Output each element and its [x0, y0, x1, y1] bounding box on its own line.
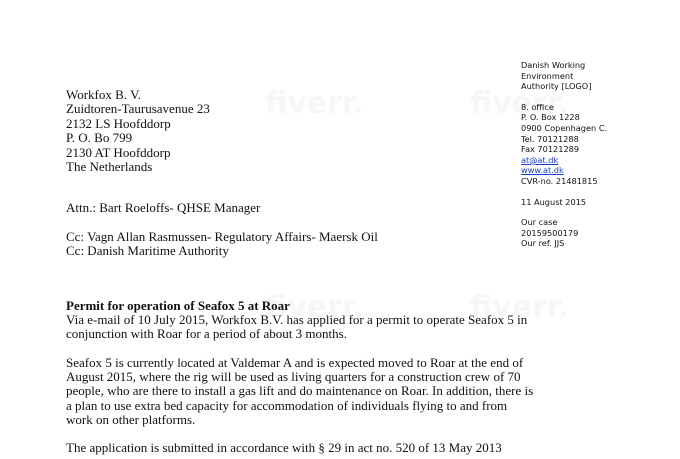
paragraph-line: conjunction with Roar for a period of about 3 months.: [66, 326, 347, 342]
paragraph-line: work on other platforms.: [66, 411, 196, 427]
sender-org-logo-line: Authority [LOGO]: [521, 81, 592, 92]
sender-block: [521, 60, 671, 249]
cc-line: Cc: Vagn Allan Rasmussen- Regulatory Affairs- Maersk Oil: [66, 229, 378, 244]
paragraph-line: The application is submitted in accordance with § 29 in act no. 520 of 13 May 2013: [66, 440, 502, 455]
recipient-line: Zuidtoren-Taurusavenue 23: [66, 101, 210, 117]
letter-date: 11 August 2015: [521, 196, 587, 207]
sender-org-line: Danish Working: [521, 60, 586, 70]
paragraph-line: people, who are there to install a gas lift and do maintenance on Roar. In addition, there is: [66, 383, 534, 399]
body-paragraph: [66, 312, 528, 342]
cc-line: Cc: Danish Maritime Authority: [66, 243, 229, 258]
recipient-address: [66, 88, 210, 174]
our-case-label: Our case: [521, 217, 558, 228]
paragraph-line: August 2015, where the rig will be used as living quarters for a construction crew of 70: [66, 369, 521, 385]
paragraph-line: Seafox 5 is currently located at Valdemar A and is expected moved to Roar at the end of: [66, 355, 524, 370]
watermark: [265, 86, 364, 121]
letter-subject: Permit for operation of Seafox 5 at Roar: [66, 298, 290, 313]
sender-cvr: CVR-no. 21481815: [521, 175, 598, 186]
our-reference: Our ref. JJS: [521, 238, 565, 249]
recipient-line: 2132 LS Hoofddorp: [66, 115, 171, 131]
paragraph-line: a plan to use extra bed capacity for accommodation of individuals flying to and from: [66, 397, 508, 413]
sender-tel: Tel. 70121288: [521, 133, 579, 144]
recipient-line: The Netherlands: [66, 159, 153, 175]
recipient-line: P. O. Bo 799: [66, 130, 133, 146]
sender-office: 8. office: [521, 101, 554, 112]
sender-city: 0900 Copenhagen C.: [521, 122, 608, 133]
sender-pobox: P. O. Box 1228: [521, 112, 580, 123]
sender-web-link[interactable]: www.at.dk: [521, 165, 564, 176]
our-case-number: 20159500179: [521, 227, 579, 238]
attention-line: Attn.: Bart Roeloffs- QHSE Manager: [66, 200, 261, 215]
body-paragraph: [66, 355, 534, 427]
sender-email-link[interactable]: at@at.dk: [521, 154, 559, 165]
body-paragraph: [66, 441, 518, 455]
paragraph-line: Via e-mail of 10 July 2015, Workfox B.V. has applied for a permit to operate Seafox 5 in: [66, 312, 528, 327]
recipient-line: 2130 AT Hoofddorp: [66, 144, 171, 160]
sender-fax: Fax 70121289: [521, 144, 580, 155]
recipient-line: Workfox B. V.: [66, 87, 142, 102]
sender-org-line: Environment: [521, 70, 574, 81]
